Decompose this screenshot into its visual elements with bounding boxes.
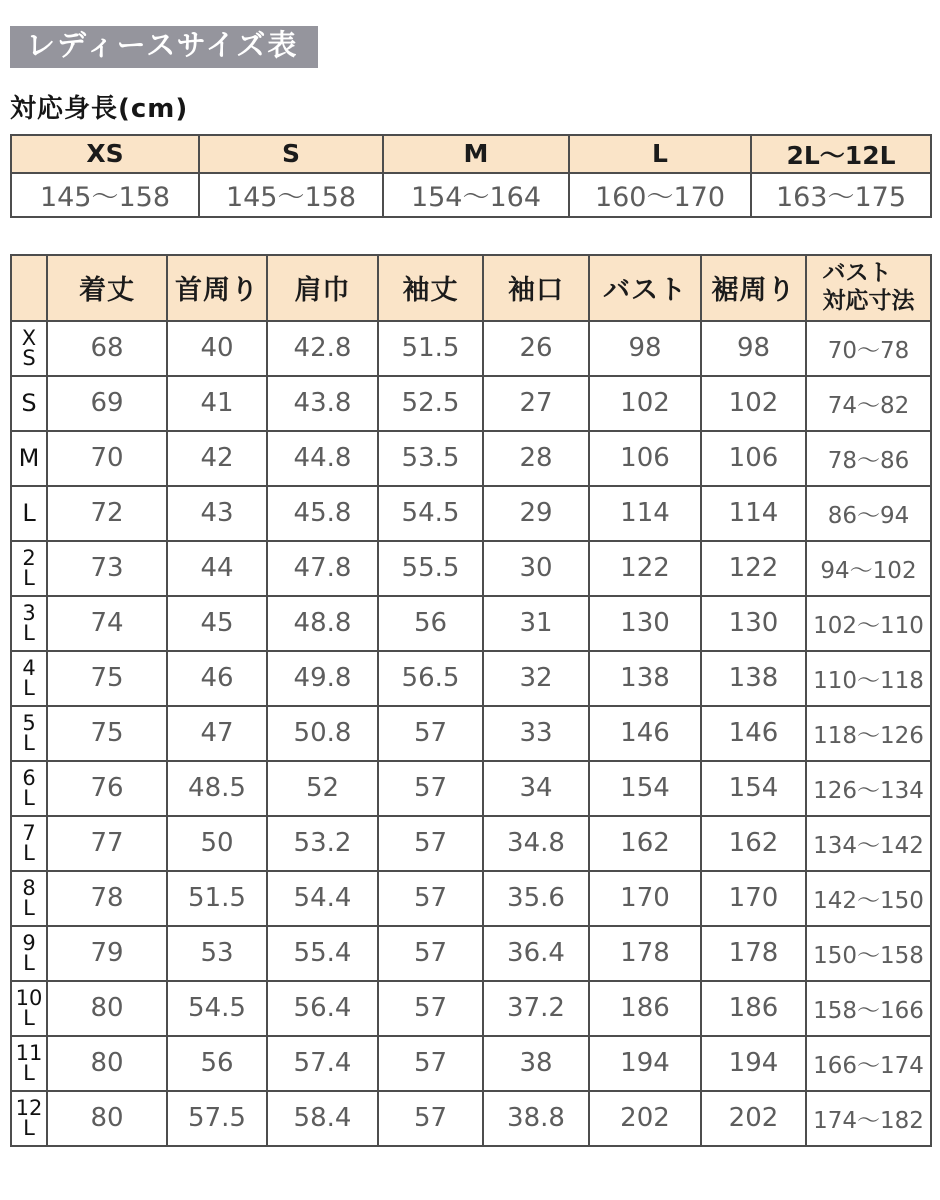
size-value-cell: 57 <box>378 1091 483 1146</box>
size-value-cell: 80 <box>47 1091 167 1146</box>
size-value-cell: 72 <box>47 486 167 541</box>
size-value-cell: 57 <box>378 981 483 1036</box>
size-value-cell: 30 <box>483 541 589 596</box>
height-table <box>10 134 932 218</box>
size-table-row <box>11 981 931 1036</box>
size-value-cell: 79 <box>47 926 167 981</box>
size-row-label-line: 9 <box>22 930 36 955</box>
size-table-row <box>11 321 931 376</box>
size-value-cell: 122 <box>589 541 701 596</box>
bust-range-header-line: バスト <box>822 260 892 287</box>
size-row-label-line: 5 <box>22 710 36 735</box>
size-header-cell: 着丈 <box>47 255 167 321</box>
size-row-label-line: L <box>23 621 35 646</box>
size-table <box>10 254 932 1147</box>
size-value-cell: 102 <box>701 376 806 431</box>
size-table-row <box>11 486 931 541</box>
size-value-cell: 31 <box>483 596 589 651</box>
height-table-caption: 対応身長(cm) <box>10 93 189 124</box>
size-value-cell: 86〜94 <box>806 486 931 541</box>
size-row-label <box>11 651 47 706</box>
size-value-cell: 76 <box>47 761 167 816</box>
size-table-row <box>11 1036 931 1091</box>
size-value-cell: 37.2 <box>483 981 589 1036</box>
size-value-cell: 102 <box>589 376 701 431</box>
size-row-label-line: 12 <box>15 1095 43 1120</box>
size-value-cell: 57 <box>378 926 483 981</box>
size-value-cell: 69 <box>47 376 167 431</box>
size-row-label-line: L <box>23 786 35 811</box>
size-value-cell: 45.8 <box>267 486 378 541</box>
height-value-cell: 145〜158 <box>11 173 199 217</box>
size-value-cell: 106 <box>589 431 701 486</box>
size-value-cell: 47.8 <box>267 541 378 596</box>
size-value-cell: 57 <box>378 816 483 871</box>
size-row-label-line: L <box>23 896 35 921</box>
size-table-row <box>11 871 931 926</box>
size-value-cell: 34.8 <box>483 816 589 871</box>
height-value-cell: 160〜170 <box>569 173 751 217</box>
size-value-cell: 102〜110 <box>806 596 931 651</box>
size-row-label-line: 3 <box>22 600 36 625</box>
size-value-cell: 178 <box>589 926 701 981</box>
height-value-cell: 154〜164 <box>383 173 569 217</box>
size-value-cell: 52 <box>267 761 378 816</box>
size-row-label <box>11 871 47 926</box>
size-value-cell: 166〜174 <box>806 1036 931 1091</box>
size-value-cell: 44.8 <box>267 431 378 486</box>
size-table-head <box>11 255 931 321</box>
size-value-cell: 45 <box>167 596 267 651</box>
size-value-cell: 178 <box>701 926 806 981</box>
size-row-label <box>11 1091 47 1146</box>
size-table-row <box>11 431 931 486</box>
size-value-cell: 130 <box>589 596 701 651</box>
size-value-cell: 138 <box>589 651 701 706</box>
size-value-cell: 50.8 <box>267 706 378 761</box>
size-row-label <box>11 541 47 596</box>
size-value-cell: 202 <box>589 1091 701 1146</box>
size-row-label-line: L <box>23 676 35 701</box>
size-value-cell: 78〜86 <box>806 431 931 486</box>
height-table-value-row <box>11 173 931 217</box>
size-value-cell: 55.4 <box>267 926 378 981</box>
size-value-cell: 54.4 <box>267 871 378 926</box>
size-row-label-line: X <box>21 325 37 350</box>
size-value-cell: 114 <box>589 486 701 541</box>
size-value-cell: 80 <box>47 1036 167 1091</box>
size-row-label-line: 7 <box>22 820 36 845</box>
size-value-cell: 74 <box>47 596 167 651</box>
size-value-cell: 44 <box>167 541 267 596</box>
size-row-label <box>11 926 47 981</box>
size-value-cell: 51.5 <box>167 871 267 926</box>
size-value-cell: 142〜150 <box>806 871 931 926</box>
size-row-label-line: L <box>23 1006 35 1031</box>
size-table-row <box>11 596 931 651</box>
size-value-cell: 98 <box>589 321 701 376</box>
size-row-label <box>11 596 47 651</box>
size-table-header-row <box>11 255 931 321</box>
size-value-cell: 162 <box>589 816 701 871</box>
size-value-cell: 42.8 <box>267 321 378 376</box>
size-row-label-line: L <box>23 841 35 866</box>
size-row-label-line: L <box>23 1116 35 1141</box>
size-value-cell: 57 <box>378 871 483 926</box>
size-row-label <box>11 1036 47 1091</box>
size-row-label-line: L <box>23 731 35 756</box>
size-value-cell: 49.8 <box>267 651 378 706</box>
size-header-cell: 袖丈 <box>378 255 483 321</box>
size-value-cell: 154 <box>589 761 701 816</box>
size-row-label-line: 11 <box>15 1040 43 1065</box>
page-title: レディースサイズ表 <box>10 26 318 68</box>
size-value-cell: 194 <box>589 1036 701 1091</box>
size-table-row <box>11 816 931 871</box>
size-header-cell: 肩巾 <box>267 255 378 321</box>
size-value-cell: 94〜102 <box>806 541 931 596</box>
size-value-cell: 57.5 <box>167 1091 267 1146</box>
size-value-cell: 34 <box>483 761 589 816</box>
size-value-cell: 110〜118 <box>806 651 931 706</box>
size-value-cell: 43 <box>167 486 267 541</box>
size-value-cell: 52.5 <box>378 376 483 431</box>
size-value-cell: 56 <box>167 1036 267 1091</box>
height-value-cell: 163〜175 <box>751 173 931 217</box>
size-value-cell: 51.5 <box>378 321 483 376</box>
size-value-cell: 78 <box>47 871 167 926</box>
size-row-label: S <box>11 376 47 431</box>
height-header-cell: M <box>383 135 569 173</box>
bust-range-header-line: 対応寸法 <box>822 287 915 314</box>
size-value-cell: 41 <box>167 376 267 431</box>
size-value-cell: 126〜134 <box>806 761 931 816</box>
size-row-label-line: L <box>23 1061 35 1086</box>
size-table-row <box>11 1091 931 1146</box>
size-row-label-line: 10 <box>15 985 43 1010</box>
size-header-cell: 袖口 <box>483 255 589 321</box>
size-value-cell: 162 <box>701 816 806 871</box>
size-header-cell: 首周り <box>167 255 267 321</box>
size-value-cell: 50 <box>167 816 267 871</box>
height-header-cell: S <box>199 135 383 173</box>
size-value-cell: 186 <box>589 981 701 1036</box>
size-value-cell: 57 <box>378 1036 483 1091</box>
size-row-label: M <box>11 431 47 486</box>
height-header-cell: 2L〜12L <box>751 135 931 173</box>
size-header-cell-bust-range <box>806 255 931 321</box>
size-value-cell: 46 <box>167 651 267 706</box>
size-row-label-line: 4 <box>22 655 36 680</box>
size-value-cell: 146 <box>589 706 701 761</box>
size-value-cell: 43.8 <box>267 376 378 431</box>
size-value-cell: 68 <box>47 321 167 376</box>
size-value-cell: 146 <box>701 706 806 761</box>
size-row-label <box>11 321 47 376</box>
size-row-label-line: 8 <box>22 875 36 900</box>
size-value-cell: 29 <box>483 486 589 541</box>
size-row-label-line: L <box>23 951 35 976</box>
size-value-cell: 27 <box>483 376 589 431</box>
height-header-cell: L <box>569 135 751 173</box>
size-table-body <box>11 321 931 1146</box>
size-value-cell: 174〜182 <box>806 1091 931 1146</box>
size-value-cell: 170 <box>701 871 806 926</box>
size-value-cell: 73 <box>47 541 167 596</box>
size-value-cell: 36.4 <box>483 926 589 981</box>
size-value-cell: 202 <box>701 1091 806 1146</box>
size-row-label-line: L <box>23 566 35 591</box>
size-value-cell: 158〜166 <box>806 981 931 1036</box>
size-value-cell: 70〜78 <box>806 321 931 376</box>
size-value-cell: 130 <box>701 596 806 651</box>
size-value-cell: 194 <box>701 1036 806 1091</box>
size-header-cell: 裾周り <box>701 255 806 321</box>
size-row-label <box>11 981 47 1036</box>
height-table-body <box>11 173 931 217</box>
size-value-cell: 150〜158 <box>806 926 931 981</box>
size-value-cell: 98 <box>701 321 806 376</box>
size-value-cell: 56 <box>378 596 483 651</box>
size-value-cell: 74〜82 <box>806 376 931 431</box>
size-value-cell: 55.5 <box>378 541 483 596</box>
height-table-header-row <box>11 135 931 173</box>
size-value-cell: 26 <box>483 321 589 376</box>
size-value-cell: 53.2 <box>267 816 378 871</box>
size-value-cell: 57 <box>378 761 483 816</box>
size-value-cell: 138 <box>701 651 806 706</box>
size-value-cell: 134〜142 <box>806 816 931 871</box>
size-value-cell: 80 <box>47 981 167 1036</box>
size-table-row <box>11 761 931 816</box>
size-value-cell: 28 <box>483 431 589 486</box>
size-value-cell: 106 <box>701 431 806 486</box>
size-value-cell: 38.8 <box>483 1091 589 1146</box>
size-value-cell: 170 <box>589 871 701 926</box>
size-table-row <box>11 926 931 981</box>
size-value-cell: 40 <box>167 321 267 376</box>
size-header-cell: バスト <box>589 255 701 321</box>
size-table-row <box>11 376 931 431</box>
height-table-head <box>11 135 931 173</box>
size-row-label <box>11 816 47 871</box>
size-value-cell: 56.4 <box>267 981 378 1036</box>
height-value-cell: 145〜158 <box>199 173 383 217</box>
height-header-cell: XS <box>11 135 199 173</box>
size-value-cell: 35.6 <box>483 871 589 926</box>
size-value-cell: 54.5 <box>378 486 483 541</box>
size-value-cell: 114 <box>701 486 806 541</box>
size-value-cell: 54.5 <box>167 981 267 1036</box>
size-table-corner-cell <box>11 255 47 321</box>
size-table-row <box>11 541 931 596</box>
size-value-cell: 77 <box>47 816 167 871</box>
size-value-cell: 32 <box>483 651 589 706</box>
size-value-cell: 47 <box>167 706 267 761</box>
size-value-cell: 53.5 <box>378 431 483 486</box>
size-row-label-line: 6 <box>22 765 36 790</box>
size-value-cell: 118〜126 <box>806 706 931 761</box>
size-value-cell: 154 <box>701 761 806 816</box>
size-value-cell: 75 <box>47 651 167 706</box>
size-value-cell: 75 <box>47 706 167 761</box>
size-value-cell: 48.8 <box>267 596 378 651</box>
size-value-cell: 122 <box>701 541 806 596</box>
size-value-cell: 42 <box>167 431 267 486</box>
size-table-row <box>11 651 931 706</box>
size-value-cell: 70 <box>47 431 167 486</box>
size-value-cell: 48.5 <box>167 761 267 816</box>
bust-range-header-lines <box>823 260 915 315</box>
size-row-label <box>11 761 47 816</box>
size-value-cell: 57 <box>378 706 483 761</box>
size-value-cell: 58.4 <box>267 1091 378 1146</box>
size-row-label: L <box>11 486 47 541</box>
size-row-label <box>11 706 47 761</box>
size-value-cell: 53 <box>167 926 267 981</box>
size-value-cell: 33 <box>483 706 589 761</box>
size-row-label-line: 2 <box>22 545 36 570</box>
size-row-label-line: S <box>22 346 36 371</box>
size-value-cell: 38 <box>483 1036 589 1091</box>
size-value-cell: 186 <box>701 981 806 1036</box>
size-table-row <box>11 706 931 761</box>
size-value-cell: 57.4 <box>267 1036 378 1091</box>
size-value-cell: 56.5 <box>378 651 483 706</box>
